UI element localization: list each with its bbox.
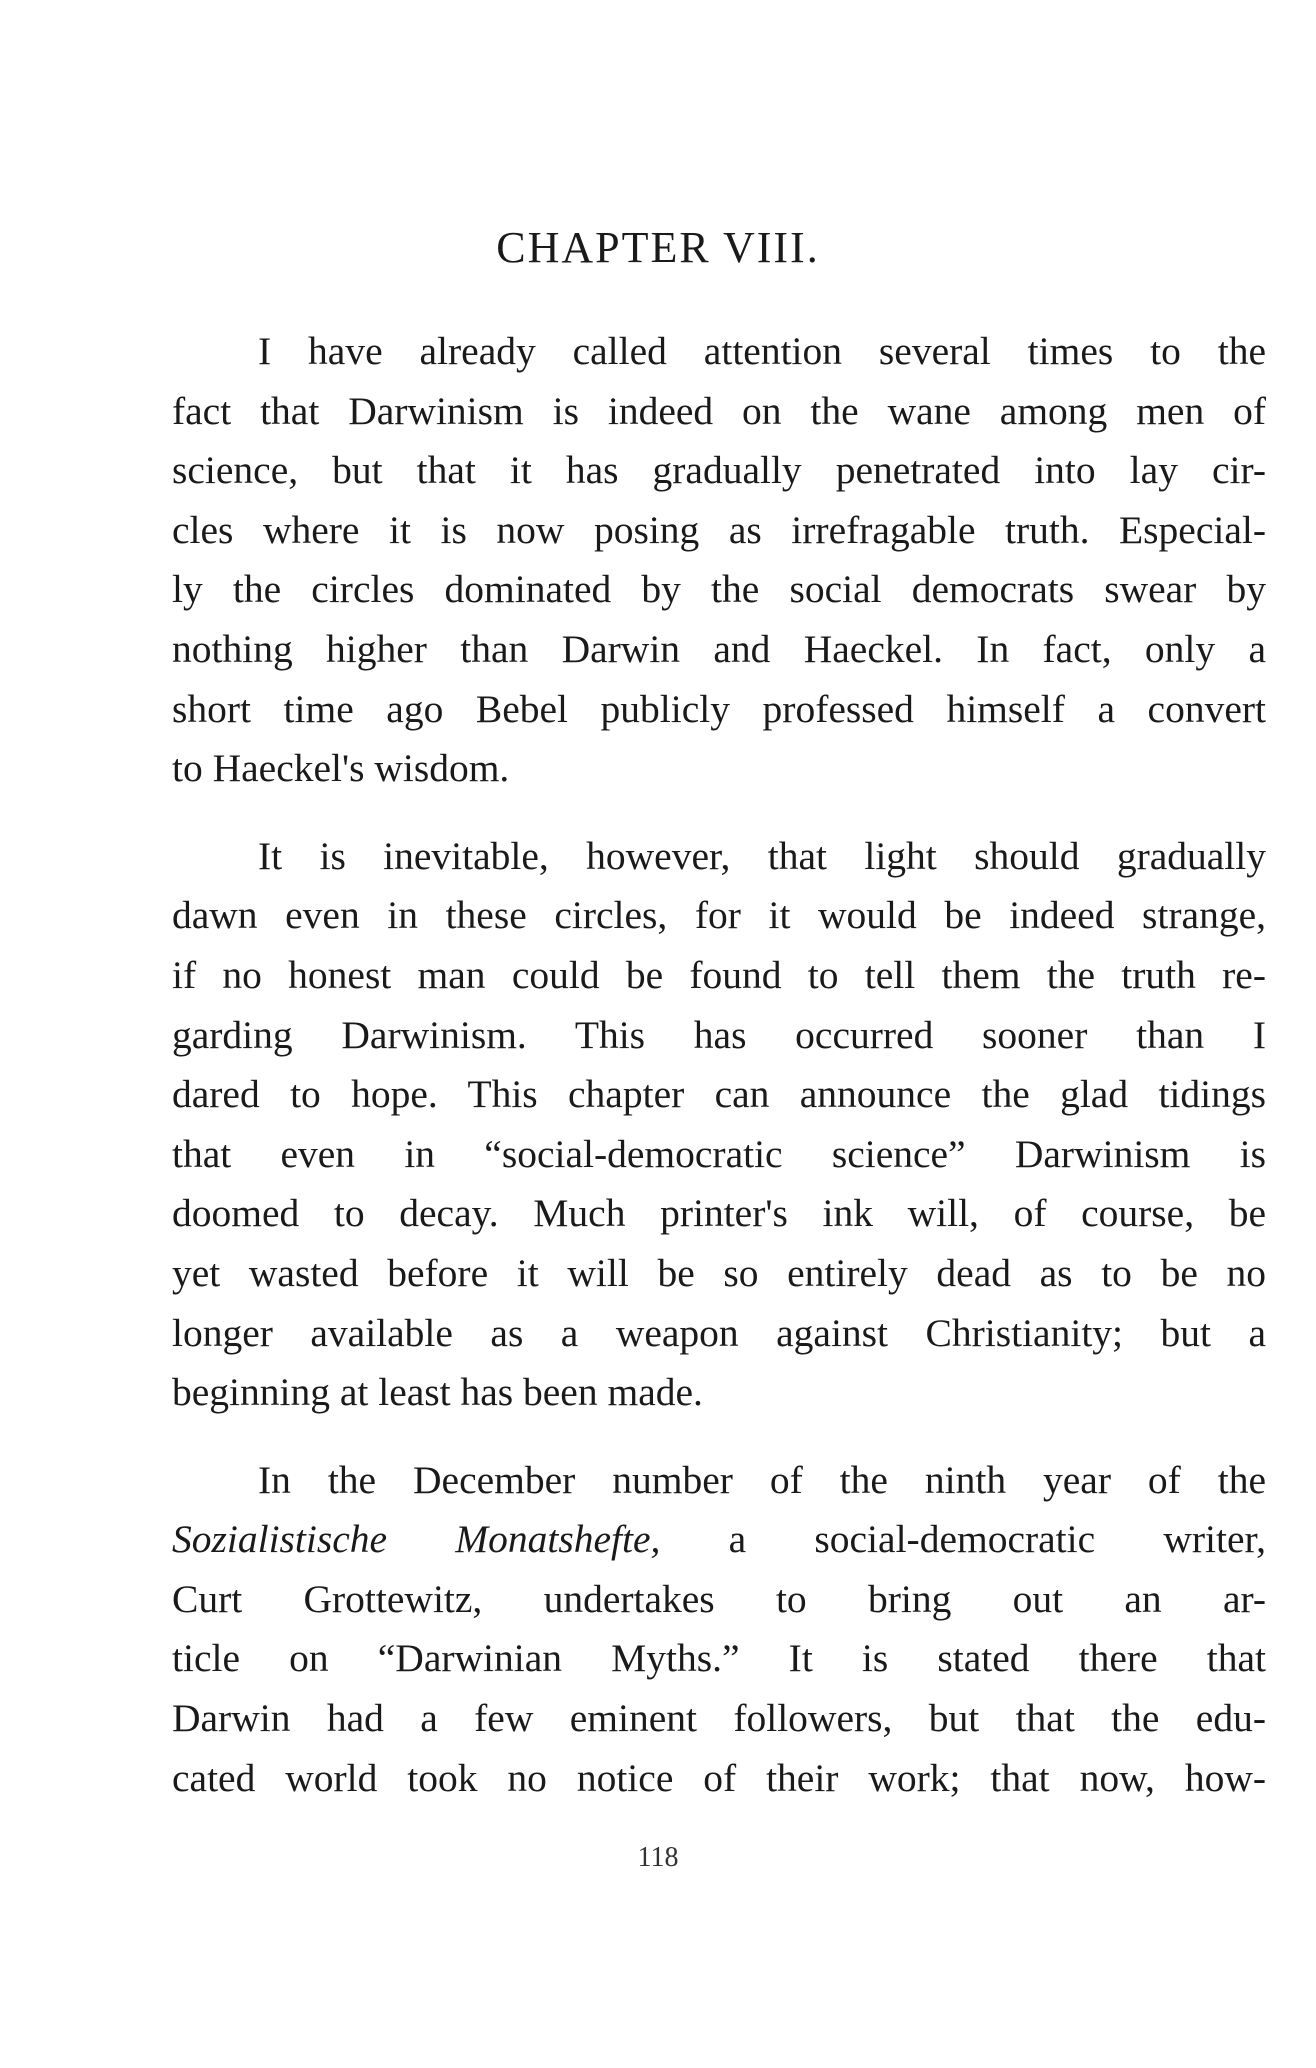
text-line: ticle on “Darwinian Myths.” It is stated there that (172, 1636, 1266, 1681)
paragraph-1 (172, 322, 1266, 799)
text-line: cles where it is now posing as irrefragable truth. Especial- (172, 507, 1266, 552)
text-line: doomed to decay. Much printer's ink will, of course, be (172, 1191, 1266, 1236)
text-line: In the December number of the ninth year of the (258, 1457, 1266, 1502)
text-line: It is inevitable, however, that light should gradually (258, 833, 1266, 878)
text-line: nothing higher than Darwin and Haeckel. In fact, only a (172, 626, 1266, 671)
text-line: to Haeckel's wisdom. (172, 746, 510, 791)
paragraph-2 (172, 827, 1266, 1423)
text-line: dawn even in these circles, for it would be indeed strange, (172, 893, 1266, 938)
text-line: ly the circles dominated by the social democrats swear by (172, 567, 1266, 612)
text-line: short time ago Bebel publicly professed himself a convert (172, 686, 1266, 731)
text-line: yet wasted before it will be so entirely dead as to be no (172, 1250, 1266, 1295)
text-line: cated world took no notice of their work; that now, how- (172, 1755, 1266, 1800)
text-line: Darwin had a few eminent followers, but that the edu- (172, 1696, 1266, 1741)
paragraph-3 (172, 1451, 1266, 1809)
body-text (172, 322, 1266, 1836)
chapter-title: CHAPTER VIII. (496, 223, 820, 272)
text-line: that even in “social-democratic science” Darwinism is (172, 1131, 1266, 1176)
text-line: if no honest man could be found to tell them the truth re- (172, 952, 1266, 997)
text-line: science, but that it has gradually penetrated into lay cir- (172, 448, 1266, 493)
text-line (172, 1510, 1266, 1570)
text-line: Curt Grottewitz, undertakes to bring out an ar- (172, 1576, 1266, 1621)
text-fragment: a social-democratic writer, (660, 1517, 1266, 1562)
text-line: longer available as a weapon against Christianity; but a (172, 1310, 1266, 1355)
text-line: garding Darwinism. This has occurred sooner than I (172, 1012, 1266, 1057)
page-number: 118 (637, 1842, 679, 1873)
text-line: I have already called attention several times to the (258, 329, 1266, 373)
text-line: fact that Darwinism is indeed on the wane among men of (172, 388, 1266, 433)
text-line: dared to hope. This chapter can announce the glad tidings (172, 1072, 1266, 1117)
journal-title: Sozialistische Monatshefte, (172, 1517, 661, 1562)
text-line: beginning at least has been made. (172, 1370, 703, 1415)
